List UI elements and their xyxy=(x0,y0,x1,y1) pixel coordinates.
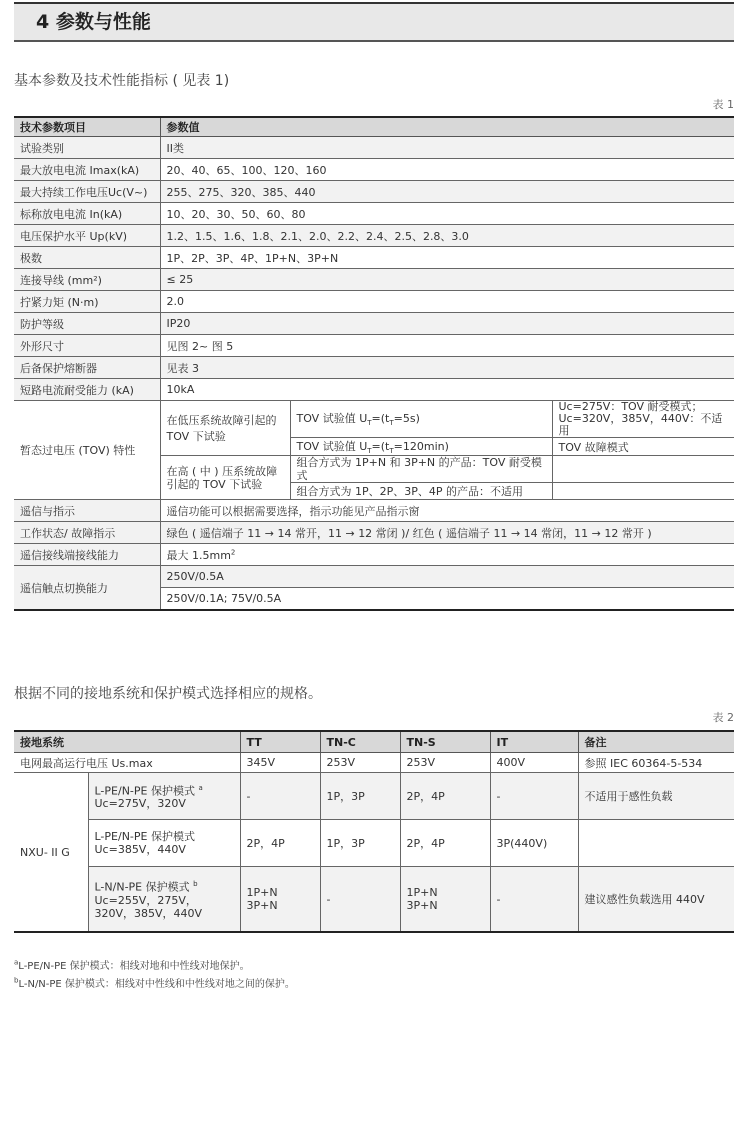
tov-row xyxy=(14,401,734,438)
footnote-b-text: L-N/N-PE 保护模式：相线对中性线和中性线对地之间的保护。 xyxy=(18,979,295,990)
table-row xyxy=(14,753,734,773)
cell-tns: 1P+N 3P+N xyxy=(400,867,490,933)
param-name: 最大放电电流 Imax(kA) xyxy=(14,159,160,181)
param-value: ≤ 25 xyxy=(160,269,734,291)
mode-cell: L-N/N-PE 保护模式 $^b$ Uc=255V，275V，320V，385V，440V xyxy=(88,867,240,933)
header-note: 备注 xyxy=(578,731,734,753)
tov-high-voltage: 在高 ( 中 ) 压系统故障引起的 TOV 下试验 xyxy=(160,456,290,500)
table-row xyxy=(14,181,734,203)
param-name: 标称放电电流 In(kA) xyxy=(14,203,160,225)
cell-tns: 2P，4P xyxy=(400,820,490,867)
parameters-table xyxy=(14,116,734,611)
section-title: 4 参数与性能 xyxy=(36,11,151,33)
table1-label: 表 1 xyxy=(712,98,734,111)
table2-label: 表 2 xyxy=(712,711,734,724)
header-tt: TT xyxy=(240,731,320,753)
mode-cell: L-PE/N-PE 保护模式 Uc=385V，440V xyxy=(88,820,240,867)
tov-high-test-a: 组合方式为 1P+N 和 3P+N 的产品：TOV 耐受模式 xyxy=(290,456,552,483)
cell-tns: 253V xyxy=(400,753,490,773)
param-name: 试验类别 xyxy=(14,137,160,159)
tov-low-result-b: TOV 故障模式 xyxy=(552,438,734,456)
table2-intro: 根据不同的接地系统和保护模式选择相应的规格。 xyxy=(14,686,322,702)
param-name: 后备保护熔断器 xyxy=(14,357,160,379)
cell-tt: 1P+N 3P+N xyxy=(240,867,320,933)
cell-tnc: - xyxy=(320,867,400,933)
table-row xyxy=(14,203,734,225)
header-tns: TN-S xyxy=(400,731,490,753)
param-value: 见图 2~ 图 5 xyxy=(160,335,734,357)
tov-low-voltage: 在低压系统故障引起的 TOV 下试验 xyxy=(160,401,290,456)
param-value: 见表 3 xyxy=(160,357,734,379)
cell-it: 400V xyxy=(490,753,578,773)
param-value: 255、275、320、385、440 xyxy=(160,181,734,203)
param-name: 遥信与指示 xyxy=(14,500,160,522)
param-name: 拧紧力矩 (N·m) xyxy=(14,291,160,313)
param-value: 250V/0.1A; 75V/0.5A xyxy=(160,588,734,611)
param-value: 250V/0.5A xyxy=(160,566,734,588)
param-value: IP20 xyxy=(160,313,734,335)
table-row xyxy=(14,820,734,867)
table1-intro: 基本参数及技术性能指标 ( 见表 1) xyxy=(14,73,230,89)
table-header-row xyxy=(14,117,734,137)
header-param-item: 技术参数项目 xyxy=(14,117,160,137)
table-row xyxy=(14,225,734,247)
cell-tnc: 253V xyxy=(320,753,400,773)
cell-note xyxy=(578,820,734,867)
param-name: 外形尺寸 xyxy=(14,335,160,357)
cell-tnc: 1P，3P xyxy=(320,820,400,867)
param-value: II类 xyxy=(160,137,734,159)
cell-note: 建议感性负载选用 440V xyxy=(578,867,734,933)
tov-low-result-a: Uc=275V：TOV 耐受模式；Uc=320V，385V，440V：不适用 xyxy=(552,401,734,438)
table-row xyxy=(14,291,734,313)
cell-tnc: 1P，3P xyxy=(320,773,400,820)
tov-high-result-b xyxy=(552,483,734,500)
param-value: 最大 $1.5mm^2$ xyxy=(160,544,734,566)
table-row xyxy=(14,357,734,379)
tov-high-result-a xyxy=(552,456,734,483)
table-row xyxy=(14,137,734,159)
table-row xyxy=(14,379,734,401)
tov-low-test-b: TOV 试验值 $U_T=(t_T=120\min)$ xyxy=(290,438,552,456)
header-param-value: 参数值 xyxy=(160,117,734,137)
section-header xyxy=(14,2,734,42)
table-row xyxy=(14,867,734,933)
cell-it: - xyxy=(490,867,578,933)
param-name: 遥信触点切换能力 xyxy=(14,566,160,611)
footnote-a: $^a$L-PE/N-PE 保护模式：相线对地和中性线对地保护。 xyxy=(14,958,250,972)
cell-it: 3P(440V) xyxy=(490,820,578,867)
tov-low-test-a: TOV 试验值 $U_T=(t_T=5s)$ xyxy=(290,401,552,438)
param-name: 连接导线 (mm²) xyxy=(14,269,160,291)
param-value: 绿色 ( 遥信端子 11 → 14 常开，11 → 12 常闭 )/ 红色 ( 遥信端子 11 → 14 常闭，11 → 12 常开 ) xyxy=(160,522,734,544)
table-row xyxy=(14,566,734,588)
param-value: 1P、2P、3P、4P、1P+N、3P+N xyxy=(160,247,734,269)
param-value: 20、40、65、100、120、160 xyxy=(160,159,734,181)
table-row xyxy=(14,500,734,522)
table-row xyxy=(14,522,734,544)
param-value: 遥信功能可以根据需要选择，指示功能见产品指示窗 xyxy=(160,500,734,522)
param-name: 最大持续工作电压Uc(V~) xyxy=(14,181,160,203)
param-name: 防护等级 xyxy=(14,313,160,335)
cell-tns: 2P，4P xyxy=(400,773,490,820)
cell-tt: - xyxy=(240,773,320,820)
table-row xyxy=(14,159,734,181)
mode-cell: L-PE/N-PE 保护模式 $^a$ Uc=275V，320V xyxy=(88,773,240,820)
table-row xyxy=(14,269,734,291)
header-it: IT xyxy=(490,731,578,753)
param-name: 短路电流耐受能力 (kA) xyxy=(14,379,160,401)
table-row xyxy=(14,773,734,820)
table-row xyxy=(14,247,734,269)
cell-tt: 345V xyxy=(240,753,320,773)
cell-tt: 2P，4P xyxy=(240,820,320,867)
param-name: 工作状态/ 故障指示 xyxy=(14,522,160,544)
footnote-a-text: L-PE/N-PE 保护模式：相线对地和中性线对地保护。 xyxy=(18,961,250,972)
param-value: 10、20、30、50、60、80 xyxy=(160,203,734,225)
footnote-b: $^b$L-N/N-PE 保护模式：相线对中性线和中性线对地之间的保护。 xyxy=(14,976,295,990)
param-name: 遥信接线端接线能力 xyxy=(14,544,160,566)
tov-label: 暂态过电压 (TOV) 特性 xyxy=(14,401,160,500)
param-value: 1.2、1.5、1.6、1.8、2.1、2.0、2.2、2.4、2.5、2.8、3.0 xyxy=(160,225,734,247)
cell-note: 参照 IEC 60364-5-534 xyxy=(578,753,734,773)
cell-note: 不适用于感性负载 xyxy=(578,773,734,820)
grounding-system-table xyxy=(14,730,734,933)
param-name: 极数 xyxy=(14,247,160,269)
param-value: 10kA xyxy=(160,379,734,401)
param-name: 电压保护水平 Up(kV) xyxy=(14,225,160,247)
table-header-row xyxy=(14,731,734,753)
cell-it: - xyxy=(490,773,578,820)
param-value: 2.0 xyxy=(160,291,734,313)
table-row xyxy=(14,544,734,566)
header-grounding: 接地系统 xyxy=(14,731,240,753)
header-tnc: TN-C xyxy=(320,731,400,753)
param-name: 电网最高运行电压 Us.max xyxy=(14,753,240,773)
table-row xyxy=(14,313,734,335)
model-name: NXU- II G xyxy=(14,773,88,933)
tov-high-test-b: 组合方式为 1P、2P、3P、4P 的产品：不适用 xyxy=(290,483,552,500)
table-row xyxy=(14,335,734,357)
